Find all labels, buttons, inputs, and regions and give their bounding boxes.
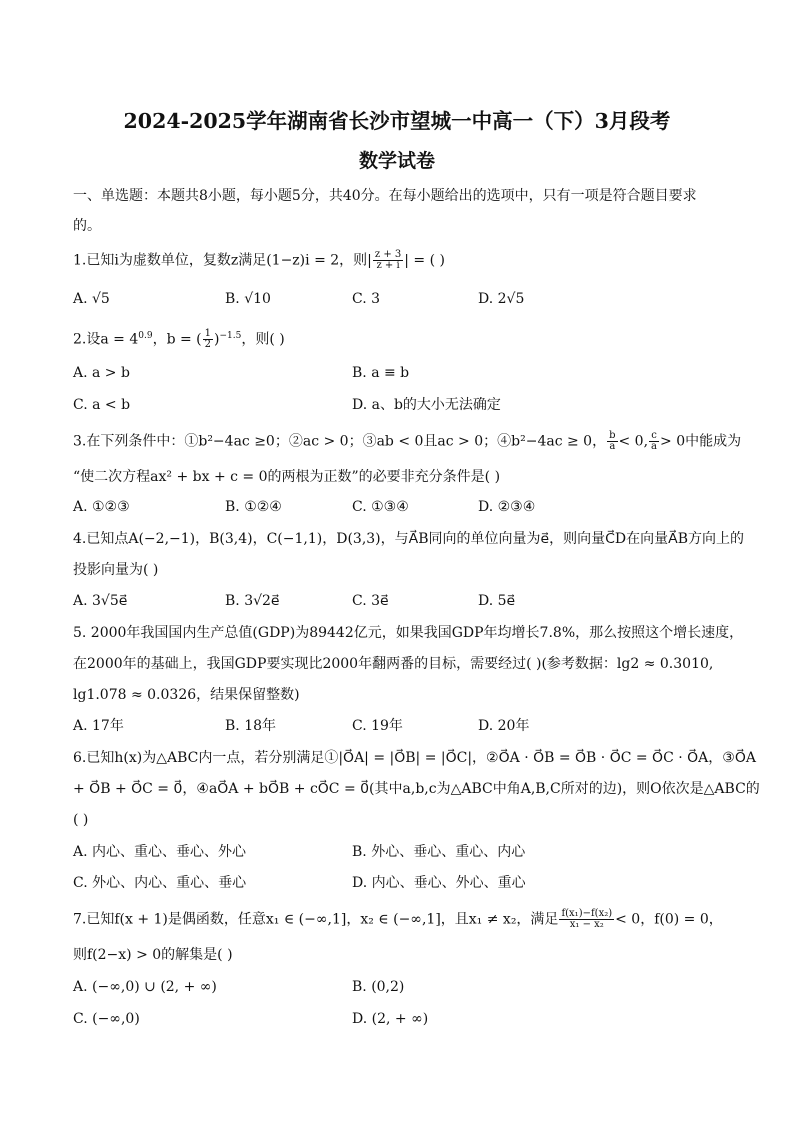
question-6-line2: + O⃗B + O⃗C = 0⃗，④aO⃗A + bO⃗B + cO⃗C = 0⃗(其中a,b,c为△ABC中角A,B,C所对的边)，则O依次是△ABC的: [73, 781, 760, 797]
question-5-line3: lg1.078 ≈ 0.0326，结果保留整数): [73, 687, 300, 703]
q3-f1-num: b: [609, 430, 616, 441]
q2-option-b[interactable]: B. a ≡ b: [352, 365, 410, 381]
q3-option-d[interactable]: D. ②③④: [478, 499, 536, 515]
q3-frac-ca: [649, 431, 659, 452]
q4-option-b[interactable]: B. 3√2e⃗: [225, 593, 280, 609]
q6-option-d[interactable]: D. 内心、垂心、外心、重心: [352, 875, 526, 891]
q2-option-c[interactable]: C. a < b: [73, 397, 131, 413]
question-3-line1: [73, 430, 742, 452]
q5-option-c[interactable]: C. 19年: [352, 718, 403, 734]
question-7-line1: [73, 909, 723, 930]
q3-f1-den: a: [609, 441, 616, 452]
q5-option-b[interactable]: B. 18年: [225, 718, 277, 734]
q3-option-a[interactable]: A. ①②③: [73, 499, 130, 515]
q7-option-a[interactable]: A. (−∞,0) ∪ (2, + ∞): [73, 979, 217, 995]
q2-half-fraction: [203, 329, 213, 350]
q7-frac-den: x₁ − x₂: [569, 919, 604, 930]
q3-option-c[interactable]: C. ①③④: [352, 499, 409, 515]
q3-f2-num: c: [649, 431, 659, 442]
q1-option-a[interactable]: A. √5: [73, 291, 110, 307]
q1-option-c[interactable]: C. 3: [352, 291, 381, 307]
q7-line1-a: 7.已知f(x + 1)是偶函数，任意x₁ ∈ (−∞,1]，x₂ ∈ (−∞,1]，且x₁ ≠ x₂，满足: [73, 911, 559, 928]
q4-option-c[interactable]: C. 3e⃗: [352, 593, 389, 609]
q1-option-d[interactable]: D. 2√5: [478, 291, 525, 307]
section-instructions-line2: 的。: [73, 218, 101, 234]
q3-line1-c: > 0中能成为: [660, 433, 742, 450]
q2-half-den: 2: [204, 339, 212, 351]
page-title: 2024-2025学年湖南省长沙市望城一中高一（下）3月段考: [123, 109, 671, 133]
question-4-line1: 4.已知点A(−2,−1)，B(3,4)，C(−1,1)，D(3,3)，与A⃗B同向的单位向量为e⃗，则向量C⃗D在向量A⃗B方向上的: [73, 531, 744, 547]
q2-stem-a: 2.设a = 4: [73, 331, 139, 348]
q2-exp2: −1.5: [219, 331, 242, 341]
q6-option-c[interactable]: C. 外心、内心、重心、垂心: [73, 875, 247, 891]
question-6-line3: ( ): [73, 812, 89, 828]
q4-option-a[interactable]: A. 3√5e⃗: [73, 593, 128, 609]
q3-line1-a: 3.在下列条件中：①b²−4ac ≥0；②ac > 0；③ab < 0且ac > 0；④b²−4ac ≥ 0，: [73, 433, 607, 450]
question-4-line2: 投影向量为( ): [73, 562, 159, 578]
q5-option-d[interactable]: D. 20年: [478, 718, 530, 734]
q3-option-b[interactable]: B. ①②④: [225, 499, 282, 515]
q7-frac-num: f(x₁)−f(x₂): [561, 908, 613, 919]
question-3-line2: “使二次方程ax² + bx + c = 0的两根为正数”的必要非充分条件是( ): [73, 469, 501, 485]
question-7-line2: 则f(2−x) > 0的解集是( ): [73, 947, 233, 963]
q7-option-b[interactable]: B. (0,2): [352, 979, 405, 995]
q6-option-a[interactable]: A. 内心、重心、垂心、外心: [73, 844, 247, 860]
q2-half-num: 1: [204, 328, 212, 340]
q3-line1-b: < 0,: [618, 433, 649, 450]
q7-line1-b: < 0，f(0) = 0，: [615, 911, 723, 928]
q1-frac-den: z + i: [376, 260, 400, 271]
q2-stem-c: ): [214, 331, 220, 348]
q4-option-d[interactable]: D. 5e⃗: [478, 593, 516, 609]
page-subtitle: 数学试卷: [358, 150, 435, 172]
q1-stem-b: | = ( ): [404, 252, 445, 269]
q2-stem-d: ，则( ): [241, 331, 285, 348]
q7-option-c[interactable]: C. (−∞,0): [73, 1011, 140, 1027]
q2-option-d[interactable]: D. a、b的大小无法确定: [352, 397, 501, 413]
q1-option-b[interactable]: B. √10: [225, 291, 271, 307]
question-5-line2: 在2000年的基础上，我国GDP要实现比2000年翻两番的目标，需要经过( )(参考数据：lg2 ≈ 0.3010,: [73, 656, 714, 672]
q1-fraction: [373, 250, 403, 271]
q1-stem-a: 1.已知i为虚数单位，复数z满足(1−z)i = 2，则|: [73, 252, 372, 269]
q5-option-a[interactable]: A. 17年: [73, 718, 124, 734]
question-6-line1: 6.已知h(x)为△ABC内一点，若分别满足①|O⃗A| = |O⃗B| = |O⃗C|，②O⃗A · O⃗B = O⃗B · O⃗C = O⃗C · O⃗A，③O⃗A: [73, 750, 756, 766]
q2-exp1: 0.9: [138, 331, 153, 341]
question-1-stem: [73, 250, 723, 271]
question-5-line1: 5. 2000年我国国内生产总值(GDP)为89442亿元，如果我国GDP年均增长7.8%，那么按照这个增长速度，: [73, 625, 744, 641]
q2-option-a[interactable]: A. a > b: [73, 365, 130, 381]
q7-fraction: [559, 909, 614, 930]
q7-option-d[interactable]: D. (2, + ∞): [352, 1011, 429, 1027]
q6-option-b[interactable]: B. 外心、垂心、重心、内心: [352, 844, 526, 860]
q2-stem-b: ，b = (: [152, 331, 202, 348]
q1-frac-num: z + 3: [374, 249, 402, 260]
question-2-stem: [73, 327, 723, 350]
q3-f2-den: a: [651, 441, 658, 452]
q3-frac-ba: [607, 431, 617, 452]
section-instructions-line1: 一、单选题：本题共8小题，每小题5分，共40分。在每小题给出的选项中，只有一项是符合题目要求: [73, 188, 697, 204]
